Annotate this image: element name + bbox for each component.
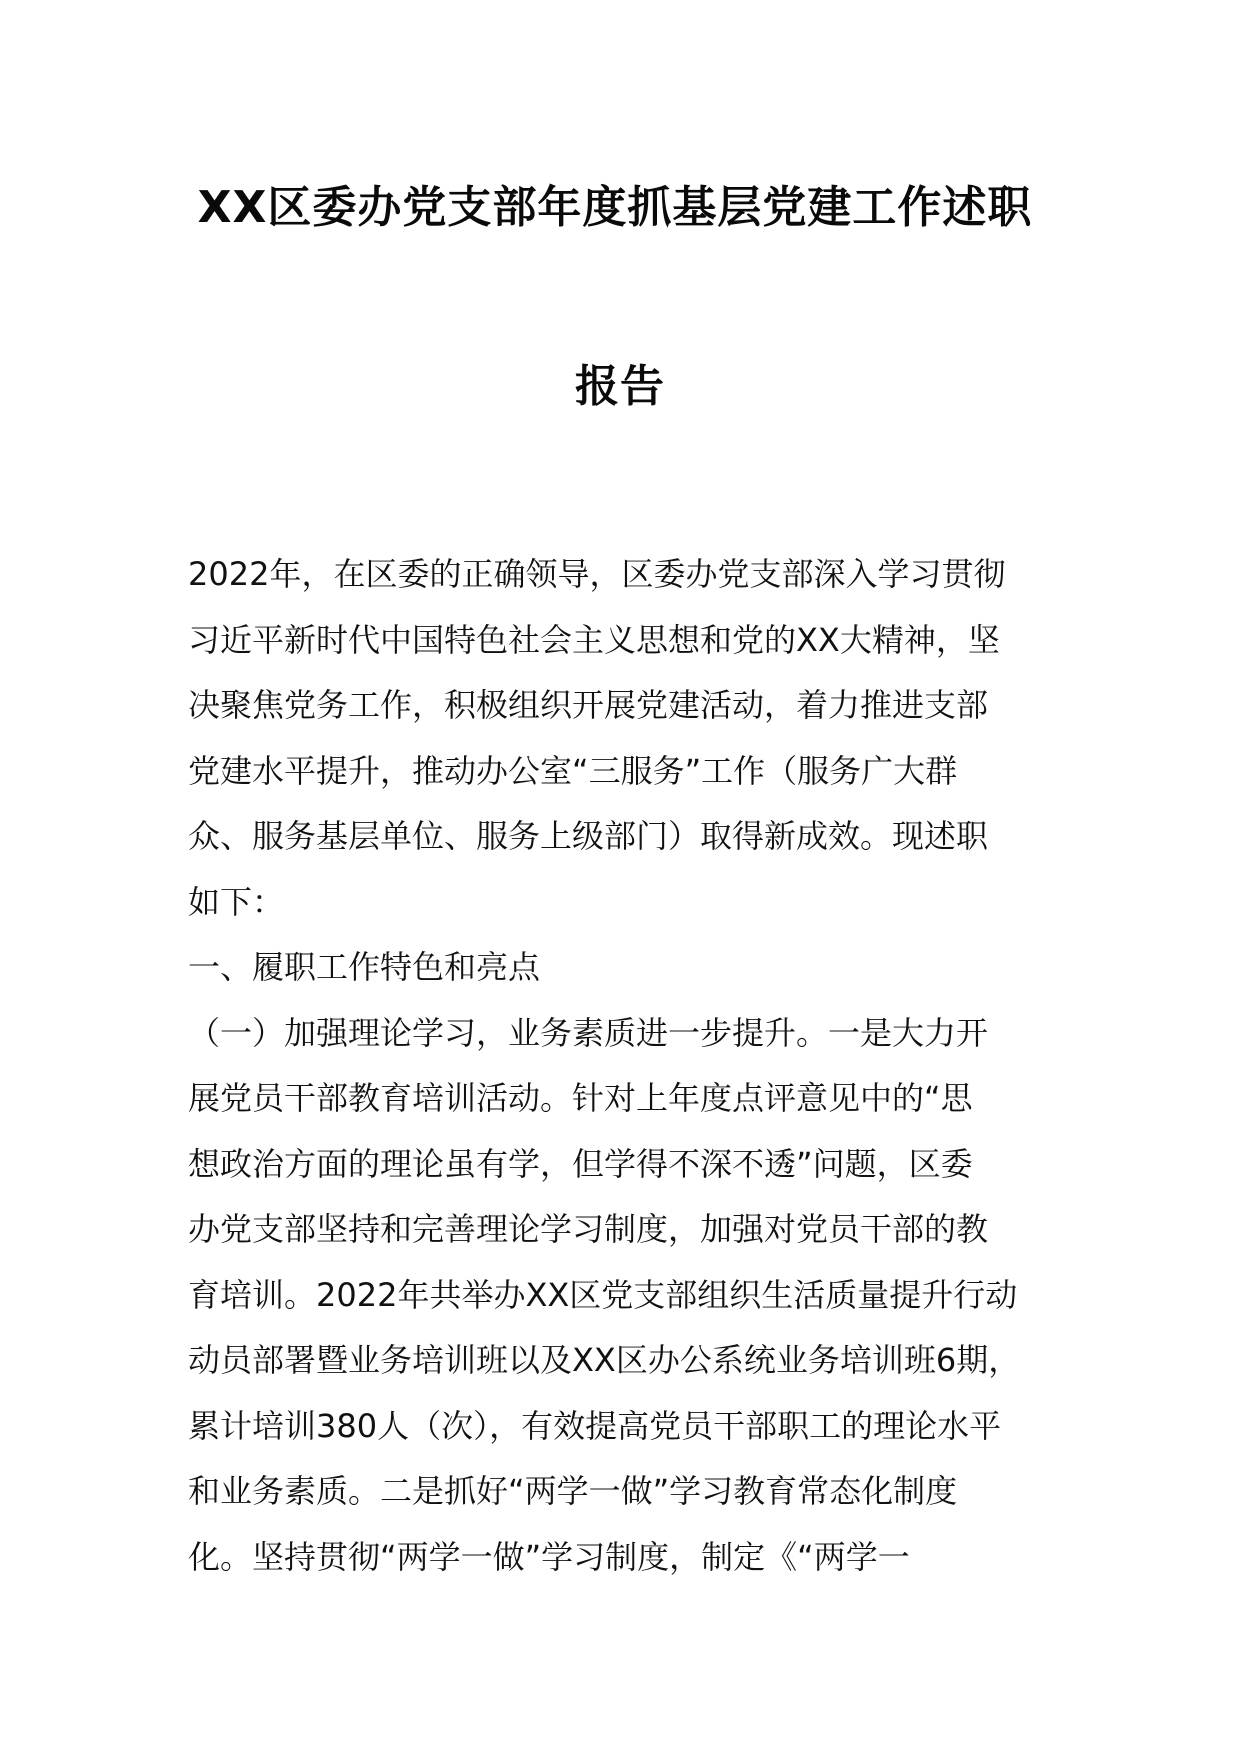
body-line: 党建水平提升，推动办公室“三服务”工作（服务广大群 (188, 751, 958, 790)
body-line: 众、服务基层单位、服务上级部门）取得新成效。现述职 (188, 817, 989, 855)
body-line: 想政治方面的理论虽有学，但学得不深不透”问题，区委 (188, 1144, 973, 1183)
document-title-line-1: XX区委办党支部年度抓基层党建工作述职 (197, 182, 1033, 233)
body-line: 展党员干部教育培训活动。针对上年度点评意见中的“思 (188, 1079, 973, 1117)
body-line: 习近平新时代中国特色社会主义思想和党的XX大精神，坚 (188, 620, 1000, 659)
body-line: 动员部署暨业务培训班以及XX区办公系统业务培训班6期， (188, 1341, 1021, 1379)
body-line: 育培训。2022年共举办XX区党支部组织生活质量提升行动 (188, 1275, 1018, 1314)
body-line: 和业务素质。二是抓好“两学一做”学习教育常态化制度 (188, 1472, 958, 1510)
body-line: 化。坚持贯彻“两学一做”学习制度，制定《“两学一 (188, 1537, 910, 1576)
section-heading: 一、履职工作特色和亮点 (188, 948, 541, 986)
body-line: 累计培训380人（次），有效提高党员干部职工的理论水平 (188, 1406, 1002, 1445)
body-line: 决聚焦党务工作，积极组织开展党建活动，着力推进支部 (188, 686, 989, 724)
body-line: 办党支部坚持和完善理论学习制度，加强对党员干部的教 (188, 1210, 989, 1248)
body-line: （一）加强理论学习，业务素质进一步提升。一是大力开 (188, 1013, 989, 1052)
document-title-line-2: 报告 (575, 361, 665, 412)
document-body (188, 542, 1088, 1590)
body-line: 2022年，在区委的正确领导，区委办党支部深入学习贯彻 (188, 555, 1006, 593)
body-line: 如下： (188, 882, 285, 921)
